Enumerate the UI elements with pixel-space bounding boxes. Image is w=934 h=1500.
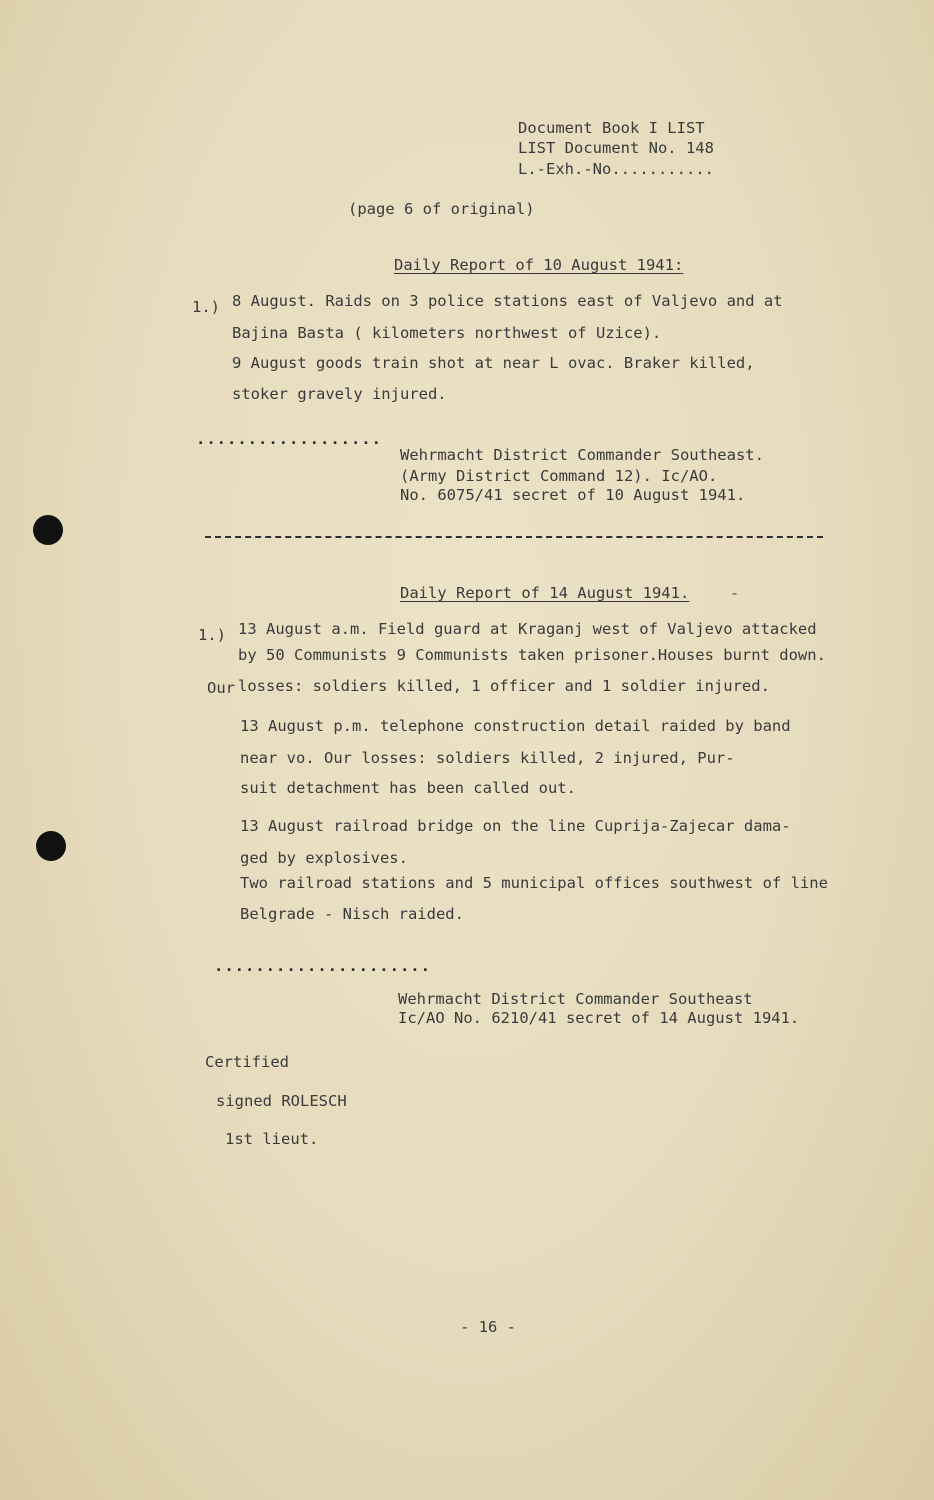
signer-rank: 1st lieut. xyxy=(225,1130,319,1148)
certified-label: Certified xyxy=(205,1053,289,1071)
signature-line: Wehrmacht District Commander Southeast. xyxy=(400,446,764,464)
report-1-line: stoker gravely injured. xyxy=(232,385,447,403)
punch-hole-bottom xyxy=(36,831,66,861)
punch-hole-top xyxy=(33,515,63,545)
signature-line: Wehrmacht District Commander Southeast xyxy=(398,990,753,1008)
report-2-para-3-line: Two railroad stations and 5 municipal offices southwest of line xyxy=(240,874,828,892)
signature-line: Ic/AO No. 6210/41 secret of 14 August 1941. xyxy=(398,1009,800,1027)
report-2-para-1-line: 13 August a.m. Field guard at Kraganj west of Valjevo attacked xyxy=(238,620,817,638)
report-1-dots: .................. xyxy=(196,430,382,448)
page-note: (page 6 of original) xyxy=(348,200,535,218)
report-2-dots: ..................... xyxy=(214,957,431,975)
report-1-line: Bajina Basta ( kilometers northwest of Uzice). xyxy=(232,324,662,342)
report-2-para-3-line: Belgrade - Nisch raided. xyxy=(240,905,464,923)
report-1-item-number: 1.) xyxy=(192,298,220,316)
signed-by: signed ROLESCH xyxy=(216,1092,347,1110)
report-2-para-1-prefix: Our xyxy=(207,679,235,697)
signature-line: No. 6075/41 secret of 10 August 1941. xyxy=(400,486,746,504)
report-2-para-2-line: 13 August p.m. telephone construction detail raided by band xyxy=(240,717,791,735)
header-line-1: Document Book I LIST xyxy=(518,119,705,137)
report-2-para-2-line: suit detachment has been called out. xyxy=(240,779,576,797)
page-number: - 16 - xyxy=(460,1318,516,1336)
report-1-line: 9 August goods train shot at near L ovac. Braker killed, xyxy=(232,354,755,372)
report-1-line: 8 August. Raids on 3 police stations east of Valjevo and at xyxy=(232,292,783,310)
header-line-2: LIST Document No. 148 xyxy=(518,139,714,157)
signature-line: (Army District Command 12). Ic/AO. xyxy=(400,467,718,485)
report-2-para-3-line: 13 August railroad bridge on the line Cuprija-Zajecar dama- xyxy=(240,817,791,835)
report-2-para-2-line: near vo. Our losses: soldiers killed, 2 injured, Pur- xyxy=(240,749,735,767)
section-divider xyxy=(205,536,823,538)
report-2-title: Daily Report of 14 August 1941. xyxy=(400,584,690,602)
report-1-title: Daily Report of 10 August 1941: xyxy=(394,256,684,274)
report-2-para-1-line: by 50 Communists 9 Communists taken prisoner.Houses burnt down. xyxy=(238,646,826,664)
report-2-item-number: 1.) xyxy=(198,626,226,644)
report-2-para-1-line: losses: soldiers killed, 1 officer and 1 soldier injured. xyxy=(238,677,770,695)
report-2-trailing-mark: - xyxy=(730,584,740,602)
header-line-3: L.-Exh.-No........... xyxy=(518,160,714,178)
report-2-para-3-line: ged by explosives. xyxy=(240,849,408,867)
